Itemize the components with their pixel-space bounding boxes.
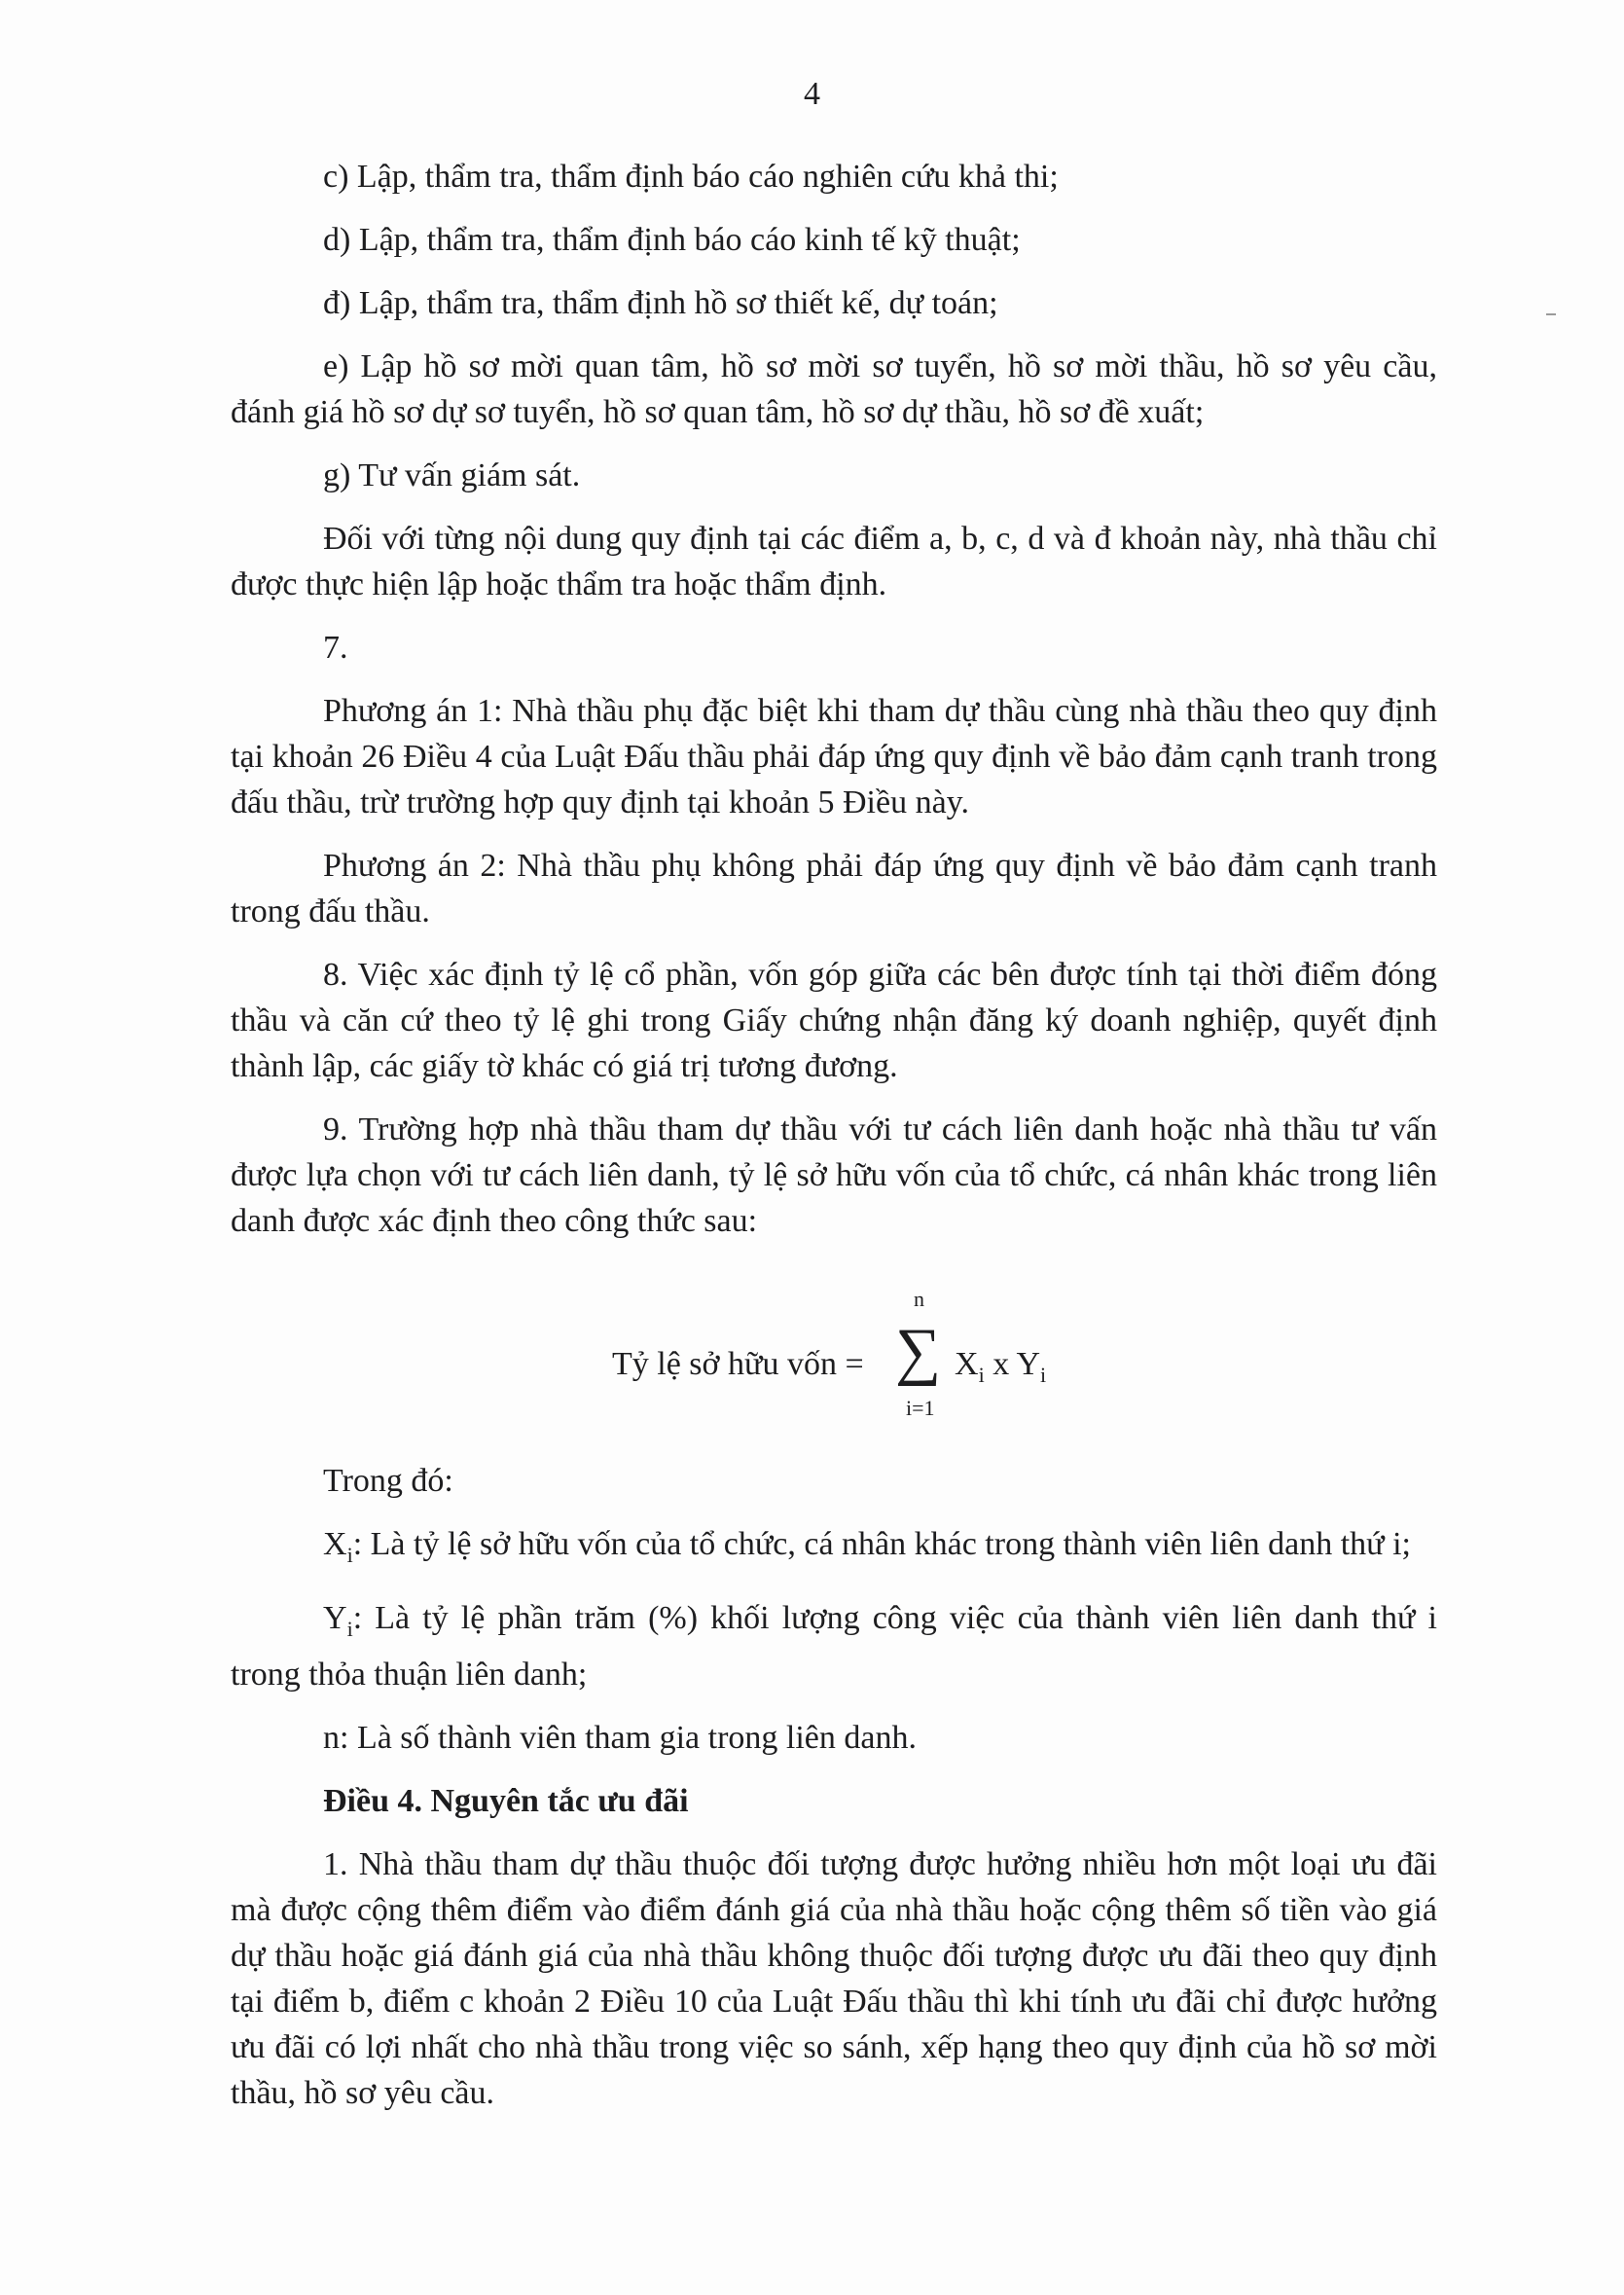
xi-sub: i [346, 1542, 353, 1567]
xi-symbol: X [323, 1526, 347, 1562]
definition-yi [231, 1595, 1437, 1697]
formula-rhs [955, 1341, 1046, 1398]
yi-text: : Là tỷ lệ phần trăm (%) khối lượng công việc của thành viên liên danh thứ i trong thỏa thuận liên danh; [231, 1599, 1437, 1693]
formula-sigma: ∑ [895, 1316, 942, 1387]
clause-9: 9. Trường hợp nhà thầu tham dự thầu với tư cách liên danh hoặc nhà thầu tư vấn được lựa chọn với tư cách liên danh, tỷ lệ sở hữu vốn của tổ chức, cá nhân khác trong liên danh được xác định theo công thức sau: [231, 1111, 1437, 1239]
formula-y: Y [1016, 1346, 1040, 1382]
ownership-formula [231, 1287, 1437, 1452]
xi-text: : Là tỷ lệ sở hữu vốn của tổ chức, cá nhân khác trong thành viên liên danh thứ i; [352, 1526, 1411, 1562]
yi-symbol: Y [323, 1599, 347, 1636]
clause-7-number: 7. [323, 630, 348, 666]
paragraph-item-g: g) Tư vấn giám sát. [323, 457, 581, 493]
formula-y-sub: i [1040, 1362, 1047, 1387]
clause-7-option-2: Phương án 2: Nhà thầu phụ không phải đáp ứng quy định về bảo đảm cạnh tranh trong đấu thầu. [231, 848, 1437, 929]
formula-upper-limit: n [914, 1287, 924, 1311]
formula-times: x [984, 1346, 1017, 1382]
definition-n: n: Là số thành viên tham gia trong liên danh. [323, 1719, 917, 1756]
page-number: 4 [804, 76, 820, 112]
paragraph-item-e: e) Lập hồ sơ mời quan tâm, hồ sơ mời sơ tuyển, hồ sơ mời thầu, hồ sơ yêu cầu, đánh giá hồ sơ dự sơ tuyển, hồ sơ quan tâm, hồ sơ dự thầu, hồ sơ đề xuất; [231, 348, 1437, 430]
article-4-clause-1: 1. Nhà thầu tham dự thầu thuộc đối tượng được hưởng nhiều hơn một loại ưu đãi mà được cộng thêm điểm vào điểm đánh giá của nhà thầu hoặc cộng thêm số tiền vào giá dự thầu hoặc giá đánh giá của nhà thầu không thuộc đối tượng được ưu đãi theo quy định tại điểm b, điểm c khoản 2 Điều 10 của Luật Đấu thầu thì khi tính ưu đãi chỉ được hưởng ưu đãi có lợi nhất cho nhà thầu trong việc so sánh, xếp hạng theo quy định của hồ sơ mời thầu, hồ sơ yêu cầu. [231, 1845, 1437, 2111]
definitions-intro: Trong đó: [323, 1463, 453, 1499]
clause-7-option-1: Phương án 1: Nhà thầu phụ đặc biệt khi tham dự thầu cùng nhà thầu theo quy định tại khoản 26 Điều 4 của Luật Đấu thầu phải đáp ứng quy định về bảo đảm cạnh tranh trong đấu thầu, trừ trường hợp quy định tại khoản 5 Điều này. [231, 693, 1437, 820]
document-body [231, 154, 1437, 2133]
paragraph-item-c: c) Lập, thẩm tra, thẩm định báo cáo nghiên cứu khả thi; [323, 159, 1059, 195]
yi-sub: i [346, 1616, 353, 1641]
clause-8: 8. Việc xác định tỷ lệ cổ phần, vốn góp giữa các bên được tính tại thời điểm đóng thầu và căn cứ theo tỷ lệ ghi trong Giấy chứng nhận đăng ký doanh nghiệp, quyết định thành lập, các giấy tờ khác có giá trị tương đương. [231, 957, 1437, 1084]
formula-x-sub: i [978, 1362, 985, 1387]
definition-xi [231, 1521, 1437, 1578]
scan-mark [1546, 313, 1556, 315]
paragraph-note: Đối với từng nội dung quy định tại các điểm a, b, c, d và đ khoản này, nhà thầu chỉ được thực hiện lập hoặc thẩm tra hoặc thẩm định. [231, 521, 1437, 602]
formula-x: X [955, 1346, 979, 1382]
formula-lhs: Tỷ lệ sở hữu vốn = [612, 1346, 864, 1382]
article-4-heading: Điều 4. Nguyên tắc ưu đãi [323, 1782, 689, 1819]
formula-lower-limit: i=1 [906, 1396, 935, 1420]
paragraph-item-dd: đ) Lập, thẩm tra, thẩm định hồ sơ thiết kế, dự toán; [323, 285, 998, 321]
paragraph-item-d: d) Lập, thẩm tra, thẩm định báo cáo kinh tế kỹ thuật; [323, 222, 1021, 258]
